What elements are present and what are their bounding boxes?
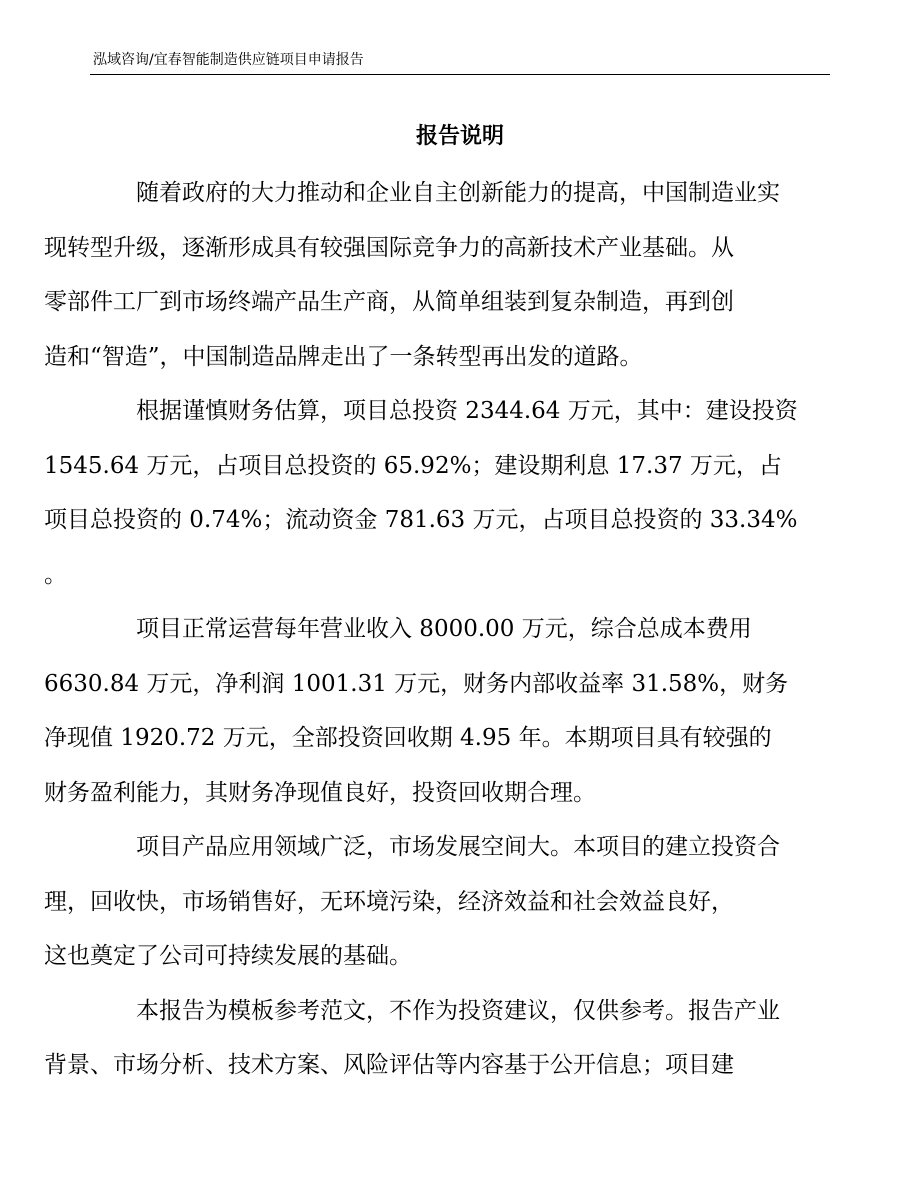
header-divider <box>90 74 830 75</box>
document-body <box>44 166 830 1093</box>
paragraph-disclaimer <box>44 984 830 1093</box>
text-line: 1545.64 万元，占项目总投资的 65.92%；建设期利息 17.37 万元，占 <box>44 452 782 479</box>
text-line: 零部件工厂到市场终端产品生产商，从简单组装到复杂制造，再到创 <box>44 289 734 315</box>
paragraph-investment <box>44 384 830 602</box>
page-title: 报告说明 <box>415 124 504 149</box>
text-line: 6630.84 万元，净利润 1001.31 万元，财务内部收益率 31.58%，财务 <box>44 670 789 697</box>
text-line: 项目总投资的 0.74%；流动资金 781.63 万元，占项目总投资的 33.34% <box>44 507 798 533</box>
paragraph-revenue <box>44 602 830 820</box>
text-line: 项目正常运营每年营业收入 8000.00 万元，综合总成本费用 <box>136 616 752 642</box>
text-line: 背景、市场分析、技术方案、风险评估等内容基于公开信息；项目建 <box>44 1052 734 1078</box>
text-line: 理，回收快，市场销售好，无环境污染，经济效益和社会效益良好， <box>44 888 734 915</box>
paragraph-market <box>44 820 830 984</box>
text-line: 。 <box>44 561 67 588</box>
text-line: 随着政府的大力推动和企业自主创新能力的提高，中国制造业实 <box>136 180 780 206</box>
text-line: 现转型升级，逐渐形成具有较强国际竞争力的高新技术产业基础。从 <box>44 234 734 261</box>
text-line: 造和“智造”，中国制造品牌走出了一条转型再出发的道路。 <box>44 343 643 370</box>
paragraph-intro <box>44 166 830 384</box>
running-header: 泓域咨询/宜春智能制造供应链项目申请报告 <box>93 52 364 68</box>
text-line: 这也奠定了公司可持续发展的基础。 <box>44 943 412 969</box>
text-line: 本报告为模板参考范文，不作为投资建议，仅供参考。报告产业 <box>136 997 780 1024</box>
text-line: 项目产品应用领域广泛，市场发展空间大。本项目的建立投资合 <box>136 834 780 860</box>
text-line: 根据谨慎财务估算，项目总投资 2344.64 万元，其中：建设投资 <box>136 398 798 424</box>
text-line: 净现值 1920.72 万元，全部投资回收期 4.95 年。本期项目具有较强的 <box>44 725 772 751</box>
text-line: 财务盈利能力，其财务净现值良好，投资回收期合理。 <box>44 779 596 806</box>
